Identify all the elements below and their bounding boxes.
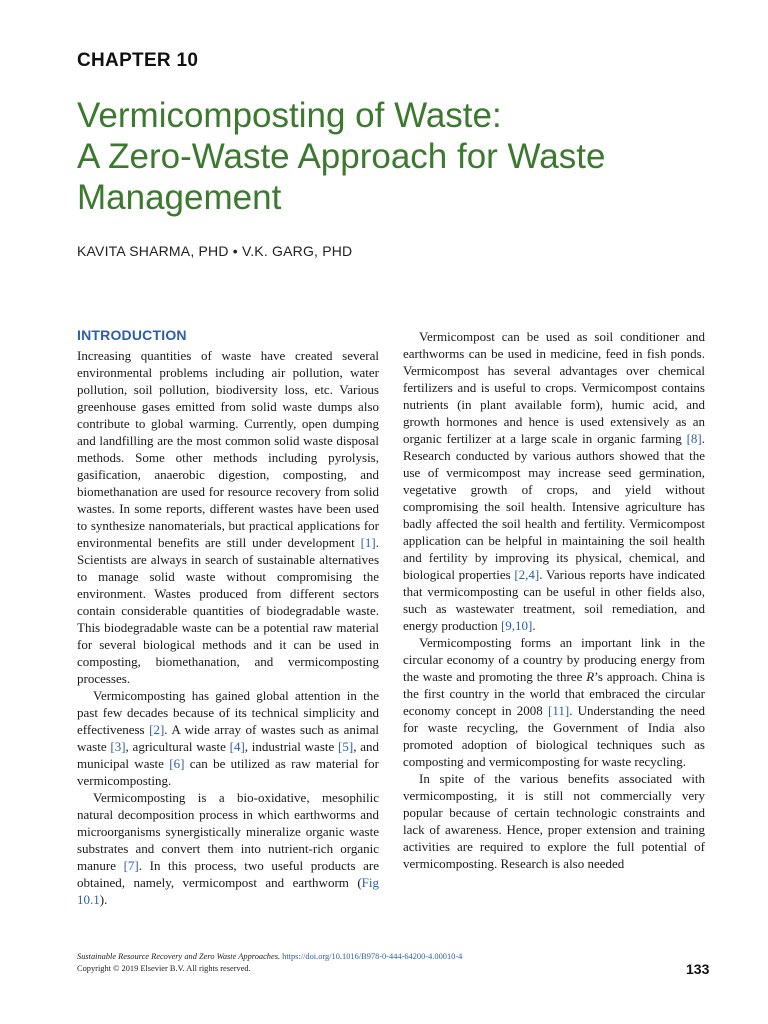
body-text: can be utilized as raw material for vermicomposting.	[77, 756, 380, 788]
author-list: KAVITA SHARMA, PHD • V.K. GARG, PHD	[77, 243, 353, 259]
body-paragraph	[77, 687, 379, 789]
citation-link[interactable]: [11]	[548, 703, 570, 718]
body-text: Increasing quantities of waste have created several environmental problems including air pollution, water pollution, soil pollution, biodiversity loss, etc. Various greenhouse gases emitted from solid waste dumps also contribute to global warming. Currently, open dumping and landfilling are the most common solid waste disposal methods. Some other methods including pyrolysis, gasification, anaerobic digestion, composting, and biomethanation are used for resource recovery from solid wastes. In some reports, different wastes have been used to synthesize nanomaterials, but practical applications for environmental benefits are still under development	[77, 348, 379, 550]
chapter-title	[77, 95, 717, 218]
body-paragraph	[77, 789, 379, 908]
body-text: Vermicompost can be used as soil conditioner and earthworms can be used in medicine, feed in fish ponds. Vermicompost has several advantages over chemical fertilizers and is useful to crops. Vermicompost contains nutrients (in plant available form), humic acid, and growth hormones and hence is used extensively as an organic fertilizer at a large scale in organic farming	[403, 329, 705, 446]
right-column	[403, 328, 705, 872]
chapter-title-line: Vermicomposting of Waste:	[77, 96, 502, 135]
page-footer	[77, 951, 710, 977]
section-heading: INTRODUCTION	[77, 327, 187, 343]
citation-link[interactable]: [2,4]	[514, 567, 540, 582]
page-number: 133	[686, 961, 710, 977]
citation-link[interactable]: [2]	[149, 722, 165, 737]
body-paragraph	[77, 347, 379, 687]
left-column	[77, 327, 379, 908]
citation-link[interactable]: [4]	[229, 739, 245, 754]
body-text: Vermicomposting forms an important link in the circular economy of a country by producing energy from the waste and promoting the three	[403, 635, 705, 684]
citation-link[interactable]: [3]	[110, 739, 126, 754]
citation-link[interactable]: [8]	[686, 431, 702, 446]
figure-link[interactable]: Fig 10.1	[77, 875, 379, 907]
body-text: ).	[99, 892, 108, 907]
doi-link[interactable]: https://doi.org/10.1016/B978-0-444-64200-4.00010-4	[282, 952, 463, 961]
body-text: . Various reports have indicated that vermicomposting can be useful in other fields also, such as wastewater treatment, soil remediation, and energy production	[403, 567, 705, 633]
body-text: Vermicomposting has gained global attention in the past few decades because of its technical simplicity and effectiveness	[77, 688, 379, 737]
chapter-label: CHAPTER 10	[77, 50, 199, 71]
citation-link[interactable]: [7]	[123, 858, 139, 873]
body-paragraph: In spite of the various benefits associated with vermicomposting, it is still not commercially very popular because of certain technologic constraints and lack of awareness. Hence, proper extension and training activities are required to explore the full potential of vermicomposting. Research is also needed	[403, 771, 705, 871]
body-paragraph	[403, 634, 705, 770]
body-text: , agricultural waste	[125, 739, 230, 754]
body-text: .	[532, 618, 536, 633]
body-text: ’s approach. China is the first country in the world that embraced the circular economy concept in 2008	[403, 669, 705, 718]
body-text: . Research conducted by various authors showed that the use of vermicompost may increase seed germination, vegetative growth of crops, and yield without compromising the soil health. Intensive agriculture has badly affected the soil health and fertility. Vermicompost application can be helpful in maintaining the soil health and fertility by improving its physical, chemical, and biological properties	[403, 431, 705, 582]
italic-term: R	[586, 669, 595, 684]
citation-link[interactable]: [1]	[360, 535, 376, 550]
body-text: . A wide array of wastes such as animal waste	[77, 722, 379, 754]
footer-citation	[77, 951, 707, 963]
body-text: . Scientists are always in search of sustainable alternatives to manage solid waste without compromising the environment. Wastes produced from different sectors contain considerable quantities of biodegradable waste. This biodegradable waste can be a potential raw material for several biological methods and it can be used in composting, biomethanation, and vermicomposting processes.	[77, 535, 379, 686]
chapter-title-line: A Zero-Waste Approach for Waste	[77, 137, 606, 176]
book-title: Sustainable Resource Recovery and Zero Waste Approaches.	[77, 952, 281, 961]
body-paragraph	[403, 328, 705, 634]
body-text: . Understanding the need for waste recycling, the Government of India also promoted adoption of biological techniques such as composting and vermicomposting for waste recycling.	[403, 703, 706, 769]
copyright-notice: Copyright © 2019 Elsevier B.V. All rights reserved.	[77, 964, 251, 973]
body-text: Vermicomposting is a bio-oxidative, mesophilic natural decomposition process in which earthworms and microorganisms synergistically mineralize organic waste substrates and convert them into nutrient-rich organic manure	[77, 790, 379, 873]
citation-link[interactable]: [6]	[169, 756, 185, 771]
citation-link[interactable]: [5]	[338, 739, 354, 754]
body-text: , and municipal waste	[77, 739, 379, 771]
body-text: . In this process, two useful products are obtained, namely, vermicompost and earthworm (	[77, 858, 379, 890]
body-text: , industrial waste	[244, 739, 339, 754]
citation-link[interactable]: [9,10]	[500, 618, 533, 633]
chapter-title-line: Management	[77, 178, 282, 217]
